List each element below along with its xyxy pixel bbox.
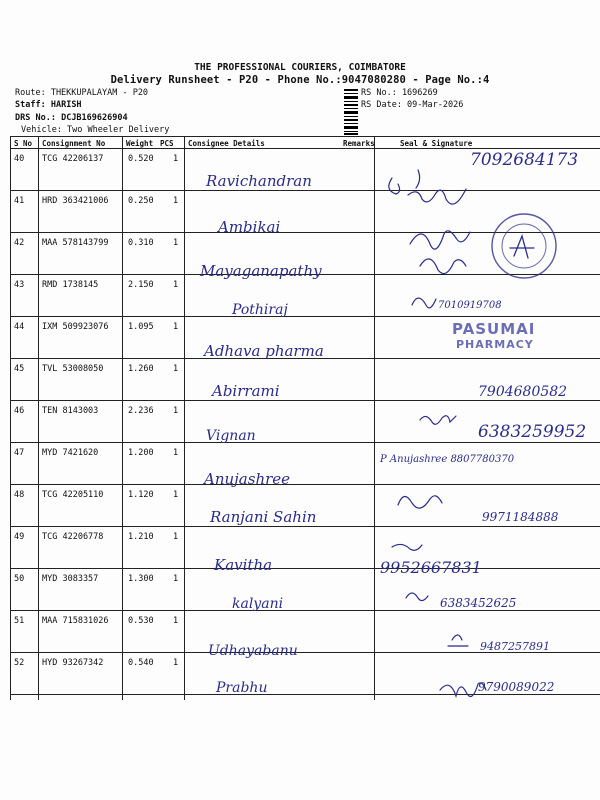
consignee-handwriting: kalyani	[232, 596, 284, 612]
row-sno: 50	[14, 574, 25, 584]
consignee-handwriting: Vignan	[206, 428, 256, 444]
row-weight: 0.530	[128, 616, 154, 626]
row-sno: 41	[14, 196, 25, 206]
consignee-handwriting: Mayaganapathy	[200, 262, 322, 280]
row-consignment: TCG 42205110	[42, 490, 104, 500]
consignee-handwriting: Prabhu	[216, 680, 268, 696]
row-consignment: TCG 42206137	[42, 154, 104, 164]
row-pcs: 1	[173, 658, 179, 668]
row-pcs: 1	[173, 532, 179, 542]
row-consignment: HYD 93267342	[42, 658, 104, 668]
row-sno: 52	[14, 658, 25, 668]
row-weight: 1.210	[128, 532, 154, 542]
consignee-handwriting: Udhayabanu	[208, 643, 298, 659]
vehicle: Vehicle: Two Wheeler Delivery	[21, 125, 170, 135]
consignee-handwriting: Abirrami	[212, 382, 280, 400]
row-consignment: MYD 7421620	[42, 448, 99, 458]
signature-phone: 9790089022	[478, 680, 555, 694]
signature-phone: 7904680582	[478, 384, 568, 400]
signature-phone: 7092684173	[470, 150, 579, 170]
row-weight: 0.310	[128, 238, 154, 248]
row-weight: 1.095	[128, 322, 154, 332]
row-pcs: 1	[173, 490, 179, 500]
row-weight: 0.540	[128, 658, 154, 668]
consignee-handwriting: Pothiraj	[232, 302, 288, 318]
col-weight: Weight	[126, 139, 154, 148]
consignee-handwriting: Ravichandran	[206, 172, 312, 190]
row-consignment: TCG 42206778	[42, 532, 104, 542]
row-pcs: 1	[173, 448, 179, 458]
consignee-handwriting: Anujashree	[204, 470, 291, 488]
row-consignment: TVL 53008050	[42, 364, 104, 374]
col-remarks: Remarks	[343, 139, 375, 148]
consignee-handwriting: Kavitha	[214, 556, 273, 574]
row-sno: 49	[14, 532, 25, 542]
row-weight: 1.120	[128, 490, 154, 500]
row-consignment: RMD 1738145	[42, 280, 99, 290]
col-seal: Seal & Signature	[400, 139, 473, 148]
row-sno: 43	[14, 280, 25, 290]
row-pcs: 1	[173, 280, 179, 290]
drs-label: DRS No.:	[15, 113, 56, 123]
col-pcs: PCS	[160, 139, 174, 148]
signature-phone: 9487257891	[480, 640, 550, 653]
signature-phone: P Anujashree 8807780370	[380, 454, 515, 465]
col-consignment: Consignment No	[42, 139, 106, 148]
signature-phone: 9971184888	[482, 510, 559, 524]
consignee-handwriting: Ranjani Sahin	[210, 508, 317, 526]
row-pcs: 1	[173, 322, 179, 332]
row-pcs: 1	[173, 154, 179, 164]
staff-label: Staff:	[15, 100, 46, 110]
row-sno: 42	[14, 238, 25, 248]
row-weight: 1.300	[128, 574, 154, 584]
row-consignment: IXM 509923076	[42, 322, 109, 332]
row-pcs: 1	[173, 364, 179, 374]
row-weight: 0.250	[128, 196, 154, 206]
rs-number: RS No.: 1696269	[361, 88, 438, 98]
row-weight: 1.260	[128, 364, 154, 374]
row-consignment: MAA 715831026	[42, 616, 109, 626]
consignee-handwriting: Ambikai	[218, 218, 281, 236]
drs-value: DCJB169626904	[61, 113, 128, 123]
row-sno: 51	[14, 616, 25, 626]
row-weight: 2.236	[128, 406, 154, 416]
row-sno: 47	[14, 448, 25, 458]
col-consignee: Consignee Details	[188, 139, 265, 148]
consignee-handwriting: Adhava pharma	[204, 342, 324, 360]
row-weight: 1.200	[128, 448, 154, 458]
staff-value: HARISH	[50, 100, 82, 110]
header-subtitle: Delivery Runsheet - P20 - Phone No.:9047080280 - Page No.:4	[110, 74, 490, 86]
col-sno: S No	[14, 139, 33, 148]
pharmacy-stamp-name: PASUMAI	[452, 320, 536, 338]
rs-date: RS Date: 09-Mar-2026	[361, 100, 464, 110]
row-consignment: MAA 578143799	[42, 238, 109, 248]
row-consignment: TEN 8143003	[42, 406, 99, 416]
signature-phone: 9952667831	[380, 558, 482, 577]
route: Route: THEKKUPALAYAM - P20	[15, 88, 149, 98]
row-consignment: HRD 363421006	[42, 196, 109, 206]
row-pcs: 1	[173, 196, 179, 206]
row-sno: 44	[14, 322, 25, 332]
row-sno: 48	[14, 490, 25, 500]
row-consignment: MYD 3083357	[42, 574, 99, 584]
row-pcs: 1	[173, 406, 179, 416]
signature-phone: 7010919708	[438, 300, 502, 311]
row-sno: 46	[14, 406, 25, 416]
header-company: THE PROFESSIONAL COURIERS, COIMBATORE	[194, 62, 406, 73]
row-pcs: 1	[173, 238, 179, 248]
row-sno: 40	[14, 154, 25, 164]
row-pcs: 1	[173, 616, 179, 626]
signature-phone: 6383452625	[440, 596, 517, 610]
row-sno: 45	[14, 364, 25, 374]
pharmacy-stamp-sub: PHARMACY	[456, 338, 534, 351]
signature-phone: 6383259952	[478, 422, 587, 442]
row-pcs: 1	[173, 574, 179, 584]
row-weight: 2.150	[128, 280, 154, 290]
row-weight: 0.520	[128, 154, 154, 164]
